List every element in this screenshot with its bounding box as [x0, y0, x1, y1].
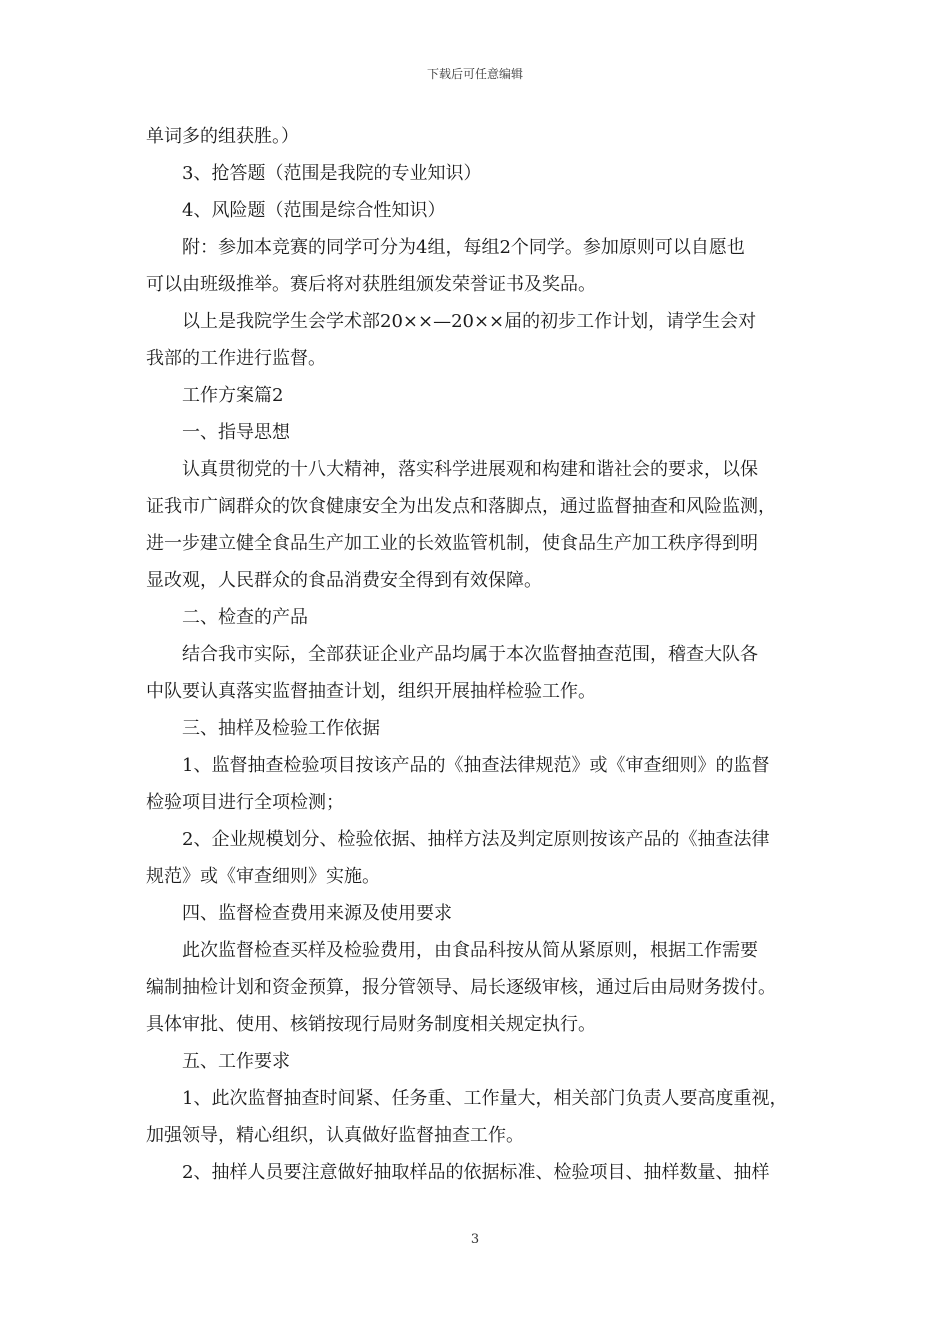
text-line: 结合我市实际，全部获证企业产品均属于本次监督抽查范围，稽查大队各: [182, 644, 758, 665]
text-line: 以上是我院学生会学术部20××—20××届的初步工作计划，请学生会对: [182, 311, 757, 332]
text-line: 2、抽样人员要注意做好抽取样品的依据标准、检验项目、抽样数量、抽样: [182, 1162, 770, 1183]
page-number: 3: [470, 1232, 480, 1247]
text-line: 2、企业规模划分、检验依据、抽样方法及判定原则按该产品的《抽查法律: [182, 829, 770, 850]
text-line: 工作方案篇2: [182, 385, 284, 406]
text-line: 可以由班级推举。赛后将对获胜组颁发荣誉证书及奖品。: [146, 274, 596, 295]
text-line: 一、指导思想: [182, 422, 290, 443]
text-line: 附：参加本竞赛的同学可分为4组，每组2个同学。参加原则可以自愿也: [182, 237, 745, 258]
text-line: 此次监督检查买样及检验费用，由食品科按从简从紧原则，根据工作需要: [182, 940, 758, 961]
text-line: 五、工作要求: [182, 1051, 290, 1072]
text-line: 3、抢答题（范围是我院的专业知识）: [182, 163, 482, 184]
text-line: 具体审批、使用、核销按现行局财务制度相关规定执行。: [146, 1014, 596, 1035]
text-line: 四、监督检查费用来源及使用要求: [182, 903, 452, 924]
text-line: 规范》或《审查细则》实施。: [146, 866, 380, 887]
text-line: 编制抽检计划和资金预算，报分管领导、局长逐级审核，通过后由局财务拨付。: [146, 977, 776, 998]
text-line: 显改观，人民群众的食品消费安全得到有效保障。: [146, 570, 542, 591]
text-line: 1、监督抽查检验项目按该产品的《抽查法律规范》或《审查细则》的监督: [182, 755, 770, 776]
text-line: 三、抽样及检验工作依据: [182, 718, 380, 739]
text-line: 加强领导，精心组织，认真做好监督抽查工作。: [146, 1125, 524, 1146]
text-line: 二、检查的产品: [182, 607, 308, 628]
page-header: 下载后可任意编辑: [426, 67, 523, 81]
text-line: 4、风险题（范围是综合性知识）: [182, 200, 446, 221]
document-body: [146, 118, 810, 1191]
text-line: 认真贯彻党的十八大精神，落实科学进展观和构建和谐社会的要求，以保: [182, 459, 758, 480]
text-line: 我部的工作进行监督。: [146, 348, 326, 369]
text-line: 证我市广阔群众的饮食健康安全为出发点和落脚点，通过监督抽查和风险监测，: [146, 496, 776, 517]
text-line: 检验项目进行全项检测；: [146, 792, 344, 813]
text-line: 单词多的组获胜。）: [146, 126, 299, 147]
text-line: 进一步建立健全食品生产加工业的长效监管机制，使食品生产加工秩序得到明: [146, 533, 758, 554]
text-line: 1、此次监督抽查时间紧、任务重、工作量大，相关部门负责人要高度重视，: [182, 1088, 788, 1109]
text-line: 中队要认真落实监督抽查计划，组织开展抽样检验工作。: [146, 681, 596, 702]
